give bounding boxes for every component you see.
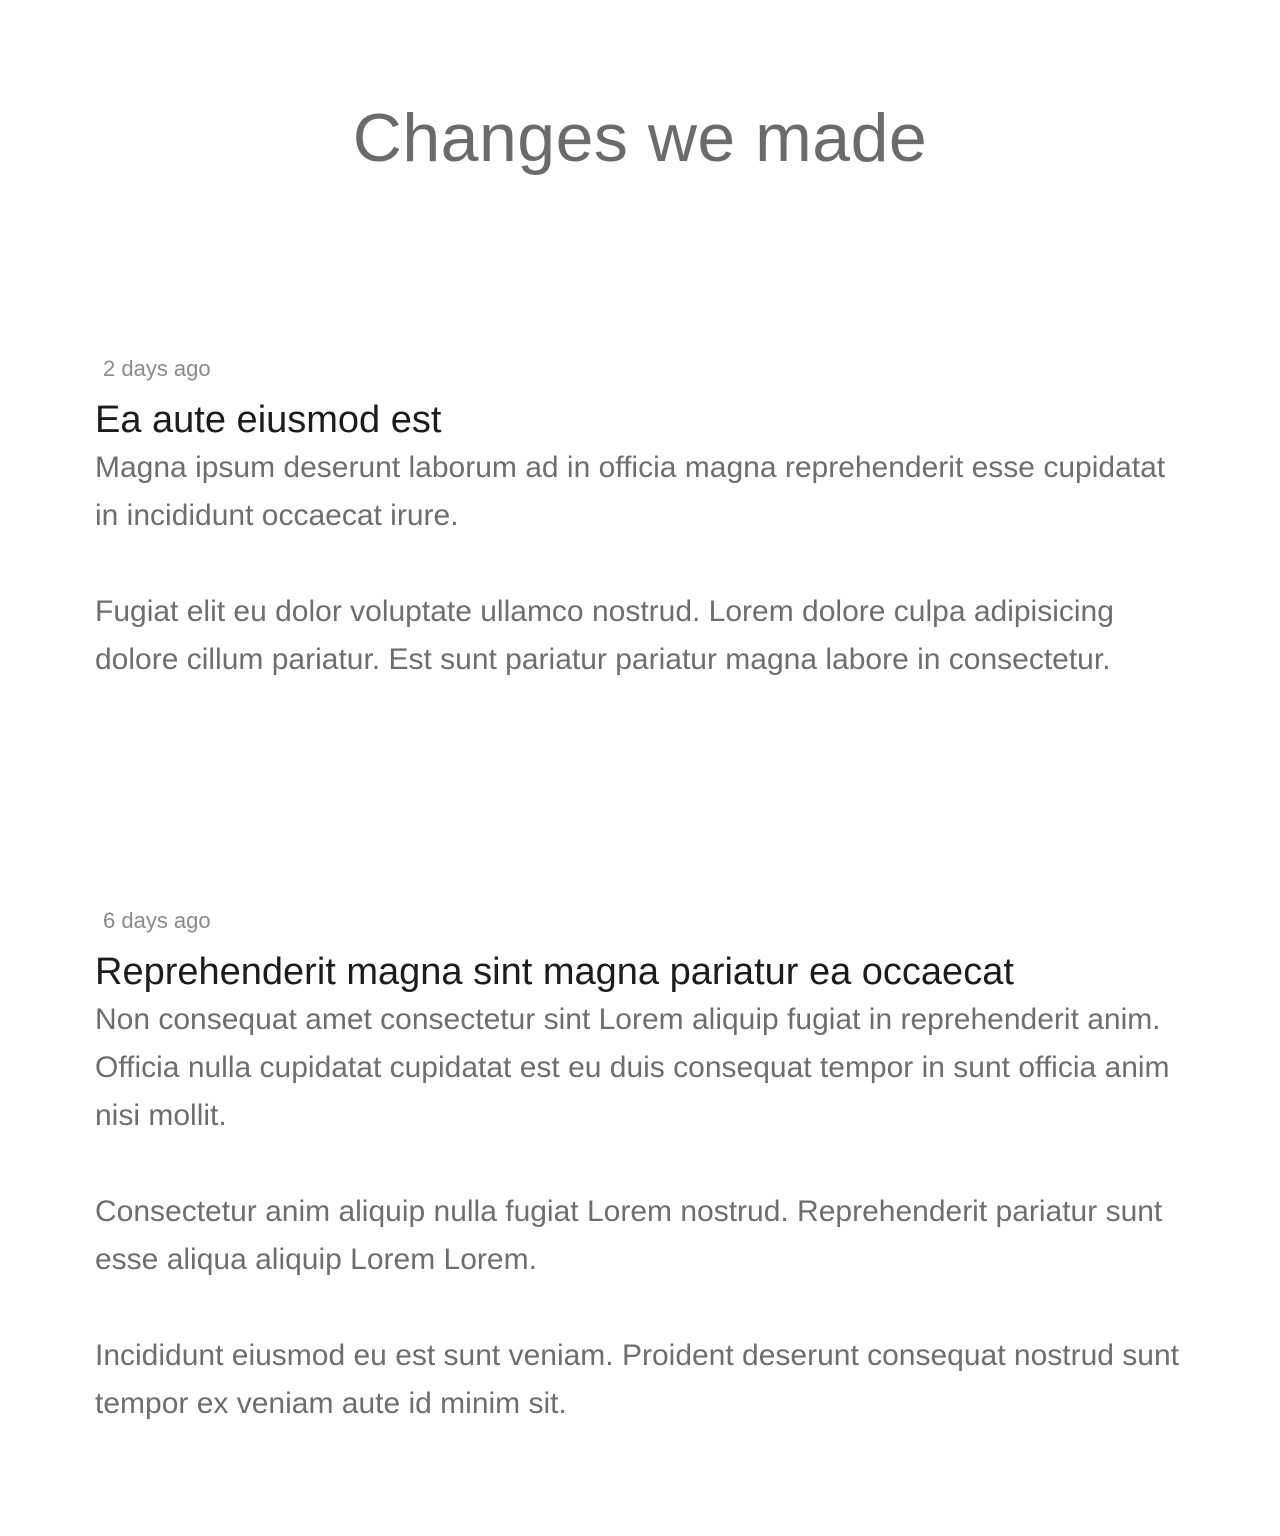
entry-paragraph: Non consequat amet consectetur sint Lorem aliquip fugiat in reprehenderit anim. Officia nulla cupidatat cupidatat est eu duis consequat tempor in sunt officia anim nisi mollit.: [95, 1003, 1170, 1132]
page-title: Changes we made: [352, 100, 928, 176]
entry-body: [95, 444, 1185, 684]
entry-paragraph: Fugiat elit eu dolor voluptate ullamco nostrud. Lorem dolore culpa adipisicing dolore cillum pariatur. Est sunt pariatur pariatur magna labore in consectetur.: [95, 595, 1114, 676]
changelog-entry: [95, 354, 1185, 684]
entry-paragraph: Incididunt eiusmod eu est sunt veniam. Proident deserunt consequat nostrud sunt tempor ex veniam aute id minim sit.: [95, 1339, 1179, 1420]
entry-timestamp: 2 days ago: [103, 356, 211, 381]
entry-timestamp: 6 days ago: [103, 908, 211, 933]
entry-title: Ea aute eiusmod est: [95, 399, 442, 441]
entry-paragraph: Magna ipsum deserunt laborum ad in officia magna reprehenderit esse cupidatat in incididunt occaecat irure.: [95, 451, 1166, 532]
changelog-entry: [95, 906, 1185, 1428]
entry-paragraph: Consectetur anim aliquip nulla fugiat Lorem nostrud. Reprehenderit pariatur sunt esse aliqua aliquip Lorem Lorem.: [95, 1195, 1163, 1276]
entry-title: Reprehenderit magna sint magna pariatur ea occaecat: [95, 951, 1014, 993]
entry-body: [95, 996, 1185, 1428]
